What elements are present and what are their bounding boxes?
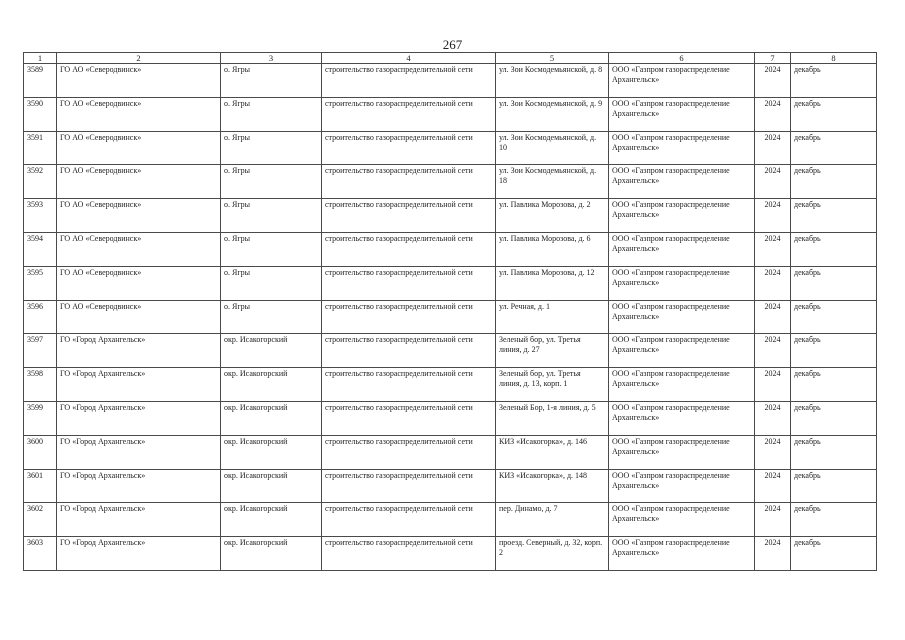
locality-cell: окр. Исакогорский [221,401,322,435]
work-type-cell: строительство газораспределительной сети [322,401,496,435]
organization-cell: ООО «Газпром газораспределение Архангельск» [609,97,755,131]
table-row [24,266,877,300]
address-cell: ул. Зои Космодемьянской, д. 18 [496,165,609,199]
row-number-cell: 3592 [24,165,57,199]
work-type-cell: строительство газораспределительной сети [322,64,496,98]
locality-cell: окр. Исакогорский [221,469,322,503]
work-type-cell: строительство газораспределительной сети [322,199,496,233]
table-row [24,503,877,537]
year-cell: 2024 [755,401,791,435]
work-type-cell: строительство газораспределительной сети [322,232,496,266]
address-cell: Зеленый бор, ул. Третья линия, д. 27 [496,334,609,368]
month-cell: декабрь [791,266,877,300]
table-row [24,131,877,165]
locality-cell: окр. Исакогорский [221,435,322,469]
table-row [24,469,877,503]
year-cell: 2024 [755,232,791,266]
address-cell: проезд. Северный, д. 32, корп. 2 [496,537,609,571]
municipality-cell: ГО АО «Северодвинск» [57,199,221,233]
locality-cell: о. Ягры [221,300,322,334]
address-cell: Зеленый Бор, 1-я линия, д. 5 [496,401,609,435]
column-header: 8 [791,53,877,64]
organization-cell: ООО «Газпром газораспределение Архангельск» [609,469,755,503]
organization-cell: ООО «Газпром газораспределение Архангельск» [609,537,755,571]
work-type-cell: строительство газораспределительной сети [322,300,496,334]
work-type-cell: строительство газораспределительной сети [322,503,496,537]
month-cell: декабрь [791,503,877,537]
municipality-cell: ГО АО «Северодвинск» [57,232,221,266]
organization-cell: ООО «Газпром газораспределение Архангельск» [609,199,755,233]
address-cell: пер. Динамо, д. 7 [496,503,609,537]
table-row [24,199,877,233]
row-number-cell: 3597 [24,334,57,368]
organization-cell: ООО «Газпром газораспределение Архангельск» [609,401,755,435]
address-cell: Зеленый бор, ул. Третья линия, д. 13, корп. 1 [496,368,609,402]
month-cell: декабрь [791,334,877,368]
work-type-cell: строительство газораспределительной сети [322,266,496,300]
municipality-cell: ГО «Город Архангельск» [57,503,221,537]
column-header: 6 [609,53,755,64]
locality-cell: о. Ягры [221,131,322,165]
column-number-row [24,53,877,64]
table-row [24,97,877,131]
work-type-cell: строительство газораспределительной сети [322,97,496,131]
table-row [24,300,877,334]
locality-cell: о. Ягры [221,232,322,266]
organization-cell: ООО «Газпром газораспределение Архангельск» [609,300,755,334]
locality-cell: о. Ягры [221,165,322,199]
month-cell: декабрь [791,131,877,165]
municipality-cell: ГО АО «Северодвинск» [57,131,221,165]
month-cell: декабрь [791,165,877,199]
year-cell: 2024 [755,368,791,402]
table-row [24,165,877,199]
organization-cell: ООО «Газпром газораспределение Архангельск» [609,232,755,266]
row-number-cell: 3601 [24,469,57,503]
row-number-cell: 3599 [24,401,57,435]
row-number-cell: 3591 [24,131,57,165]
municipality-cell: ГО «Город Архангельск» [57,537,221,571]
year-cell: 2024 [755,199,791,233]
locality-cell: окр. Исакогорский [221,334,322,368]
year-cell: 2024 [755,537,791,571]
locality-cell: окр. Исакогорский [221,503,322,537]
organization-cell: ООО «Газпром газораспределение Архангельск» [609,368,755,402]
column-header: 7 [755,53,791,64]
organization-cell: ООО «Газпром газораспределение Архангельск» [609,266,755,300]
table-row [24,537,877,571]
year-cell: 2024 [755,503,791,537]
address-cell: ул. Зои Космодемьянской, д. 10 [496,131,609,165]
row-number-cell: 3590 [24,97,57,131]
table-row [24,64,877,98]
year-cell: 2024 [755,131,791,165]
table-row [24,368,877,402]
organization-cell: ООО «Газпром газораспределение Архангельск» [609,64,755,98]
column-header: 3 [221,53,322,64]
row-number-cell: 3603 [24,537,57,571]
work-type-cell: строительство газораспределительной сети [322,334,496,368]
municipality-cell: ГО «Город Архангельск» [57,469,221,503]
locality-cell: о. Ягры [221,266,322,300]
column-header: 1 [24,53,57,64]
row-number-cell: 3593 [24,199,57,233]
year-cell: 2024 [755,300,791,334]
work-type-cell: строительство газораспределительной сети [322,131,496,165]
month-cell: декабрь [791,199,877,233]
month-cell: декабрь [791,469,877,503]
row-number-cell: 3600 [24,435,57,469]
address-cell: ул. Зои Космодемьянской, д. 8 [496,64,609,98]
address-cell: КИЗ «Исакогорка», д. 146 [496,435,609,469]
year-cell: 2024 [755,334,791,368]
row-number-cell: 3602 [24,503,57,537]
municipality-cell: ГО АО «Северодвинск» [57,165,221,199]
month-cell: декабрь [791,300,877,334]
address-cell: ул. Павлика Морозова, д. 12 [496,266,609,300]
month-cell: декабрь [791,232,877,266]
address-cell: ул. Зои Космодемьянской, д. 9 [496,97,609,131]
year-cell: 2024 [755,165,791,199]
locality-cell: о. Ягры [221,199,322,233]
month-cell: декабрь [791,537,877,571]
work-type-cell: строительство газораспределительной сети [322,537,496,571]
address-cell: ул. Павлика Морозова, д. 2 [496,199,609,233]
organization-cell: ООО «Газпром газораспределение Архангельск» [609,334,755,368]
table-row [24,435,877,469]
month-cell: декабрь [791,435,877,469]
row-number-cell: 3594 [24,232,57,266]
organization-cell: ООО «Газпром газораспределение Архангельск» [609,165,755,199]
month-cell: декабрь [791,368,877,402]
document-table [23,52,877,571]
year-cell: 2024 [755,469,791,503]
page-number: 267 [442,37,463,52]
row-number-cell: 3598 [24,368,57,402]
row-number-cell: 3595 [24,266,57,300]
municipality-cell: ГО «Город Архангельск» [57,401,221,435]
work-type-cell: строительство газораспределительной сети [322,435,496,469]
address-cell: ул. Павлика Морозова, д. 6 [496,232,609,266]
month-cell: декабрь [791,401,877,435]
year-cell: 2024 [755,64,791,98]
municipality-cell: ГО «Город Архангельск» [57,368,221,402]
year-cell: 2024 [755,266,791,300]
column-header: 4 [322,53,496,64]
table-row [24,401,877,435]
month-cell: декабрь [791,97,877,131]
row-number-cell: 3589 [24,64,57,98]
municipality-cell: ГО АО «Северодвинск» [57,300,221,334]
year-cell: 2024 [755,97,791,131]
locality-cell: окр. Исакогорский [221,537,322,571]
work-type-cell: строительство газораспределительной сети [322,368,496,402]
locality-cell: о. Ягры [221,64,322,98]
table-row [24,334,877,368]
organization-cell: ООО «Газпром газораспределение Архангельск» [609,435,755,469]
column-header: 5 [496,53,609,64]
year-cell: 2024 [755,435,791,469]
municipality-cell: ГО АО «Северодвинск» [57,97,221,131]
row-number-cell: 3596 [24,300,57,334]
column-header: 2 [57,53,221,64]
municipality-cell: ГО «Город Архангельск» [57,435,221,469]
table-row [24,232,877,266]
locality-cell: о. Ягры [221,97,322,131]
address-cell: ул. Речная, д. 1 [496,300,609,334]
municipality-cell: ГО АО «Северодвинск» [57,64,221,98]
month-cell: декабрь [791,64,877,98]
organization-cell: ООО «Газпром газораспределение Архангельск» [609,503,755,537]
municipality-cell: ГО «Город Архангельск» [57,334,221,368]
locality-cell: окр. Исакогорский [221,368,322,402]
organization-cell: ООО «Газпром газораспределение Архангельск» [609,131,755,165]
work-type-cell: строительство газораспределительной сети [322,165,496,199]
address-cell: КИЗ «Исакогорка», д. 148 [496,469,609,503]
municipality-cell: ГО АО «Северодвинск» [57,266,221,300]
work-type-cell: строительство газораспределительной сети [322,469,496,503]
